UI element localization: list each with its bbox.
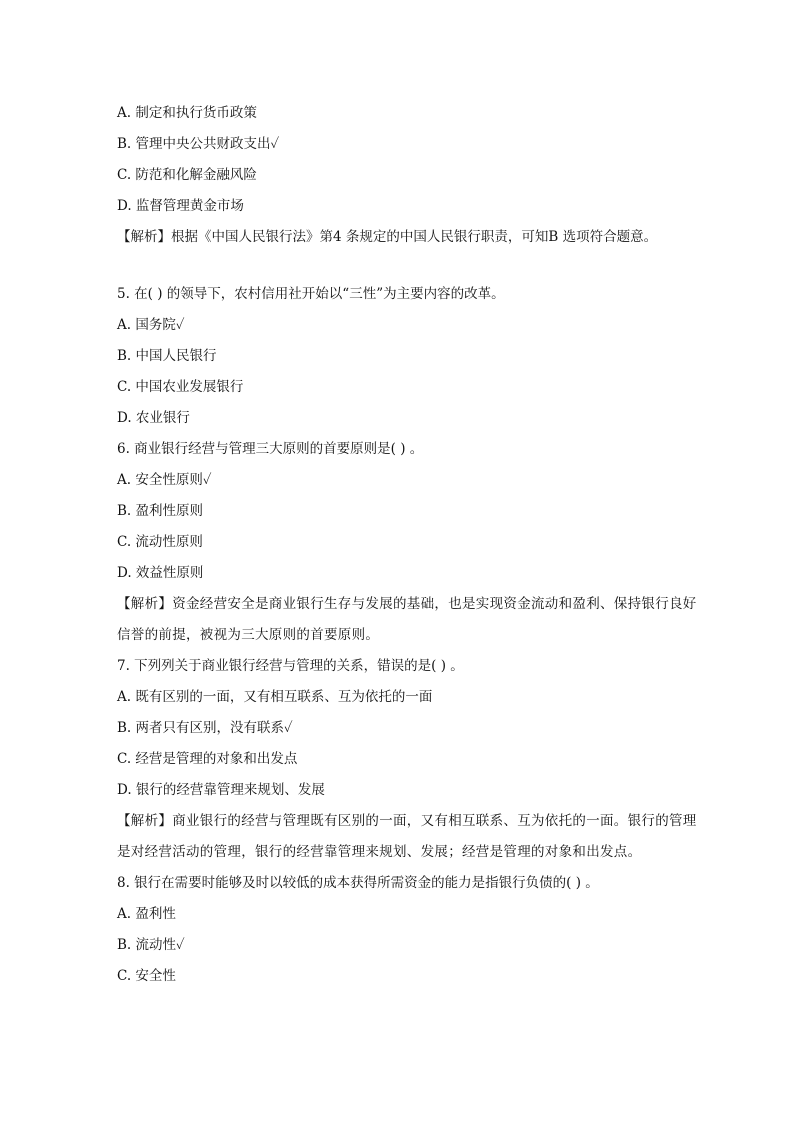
question-line: 5. 在( ) 的领导下，农村信用社开始以“三性”为主要内容的改革。 (117, 286, 505, 302)
option-line: C. 安全性 (117, 968, 176, 984)
option-line: A. 国务院✓ (117, 317, 185, 333)
question-line: 8. 银行在需要时能够及时以较低的成本获得所需资金的能力是指银行负债的( ) 。 (117, 875, 599, 891)
paragraph-spacer (117, 253, 697, 279)
option-line: D. 农业银行 (117, 410, 190, 426)
option-line: B. 管理中央公共财政支出✓ (117, 136, 280, 152)
option-line: B. 两者只有区别，没有联系✓ (117, 720, 293, 736)
option-line: A. 制定和执行货币政策 (117, 105, 257, 121)
option-line: B. 盈利性原则 (117, 503, 204, 519)
document-page (117, 98, 697, 992)
question-line: 6. 商业银行经营与管理三大原则的首要原则是( ) 。 (117, 441, 424, 457)
option-line: D. 效益性原则 (117, 565, 204, 581)
option-line: A. 盈利性 (117, 906, 176, 922)
option-line: B. 中国人民银行 (117, 348, 217, 364)
option-line: A. 既有区别的一面，又有相互联系、互为依托的一面 (117, 689, 433, 705)
analysis-paragraph: 【解析】商业银行的经营与管理既有区别的一面，又有相互联系、互为依托的一面。银行的管理是对经营活动的管理，银行的经营靠管理来规划、发展；经营是管理的对象和出发点。 (117, 813, 697, 860)
option-line: D. 银行的经营靠管理来规划、发展 (117, 782, 325, 798)
option-line: C. 经营是管理的对象和出发点 (117, 751, 298, 767)
option-line: B. 流动性✓ (117, 937, 185, 953)
option-line: C. 流动性原则 (117, 534, 203, 550)
option-line: A. 安全性原则✓ (117, 472, 212, 488)
analysis-paragraph: 【解析】资金经营安全是商业银行生存与发展的基础，也是实现资金流动和盈利、保持银行良好信誉的前提，被视为三大原则的首要原则。 (117, 596, 697, 643)
question-line: 7. 下列列关于商业银行经营与管理的关系，错误的是( ) 。 (117, 658, 464, 674)
option-line: C. 中国农业发展银行 (117, 379, 244, 395)
option-line: C. 防范和化解金融风险 (117, 167, 257, 183)
option-line: D. 监督管理黄金市场 (117, 198, 244, 214)
analysis-line: 【解析】根据《中国人民银行法》第4 条规定的中国人民银行职责，可知B 选项符合题意。 (117, 229, 658, 245)
